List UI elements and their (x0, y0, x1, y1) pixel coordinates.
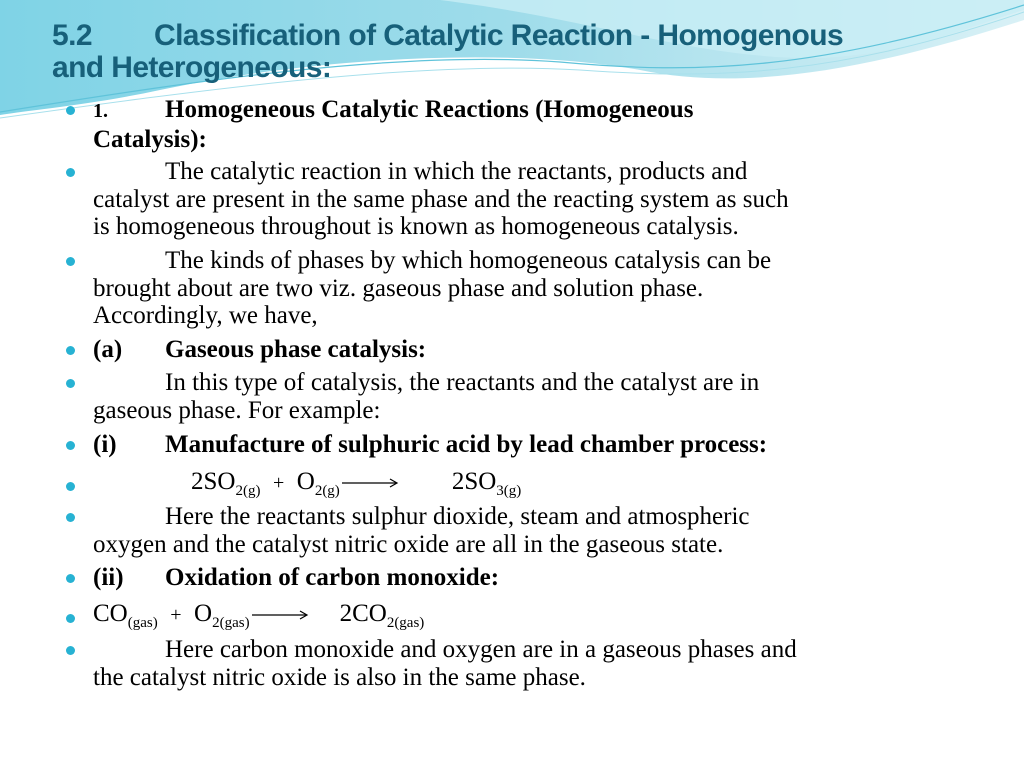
bullet-sulphuric-heading (93, 431, 767, 459)
text-line: In this type of catalysis, the reactants and the catalyst are in (165, 369, 760, 396)
bullet-icon (66, 574, 75, 583)
bullet-gaseous-desc (93, 369, 759, 424)
arrow-icon (250, 609, 310, 621)
heading-text: Oxidation of carbon monoxide: (165, 564, 500, 591)
equation-carbon-dioxide (93, 600, 424, 630)
bullet-definition (93, 158, 789, 241)
text-line: gaseous phase. For example: (93, 396, 381, 424)
eq-plus: + (170, 604, 182, 626)
eq-term: O (296, 468, 315, 495)
bullet-icon (66, 614, 75, 623)
eq-term: CO (93, 600, 128, 627)
eq-plus: + (272, 472, 285, 494)
heading-text-cont: Catalysis): (93, 125, 207, 153)
heading-text: Gaseous phase catalysis: (165, 336, 427, 363)
text-line: The kinds of phases by which homogeneous catalysis can be (165, 247, 772, 274)
text-line: brought about are two viz. gaseous phase and solution phase. (93, 274, 704, 302)
bullet-icon (66, 646, 75, 655)
eq-term: 2CO (339, 600, 387, 627)
eq-term: O (194, 600, 213, 627)
heading-text: Manufacture of sulphuric acid by lead chamber process: (165, 431, 768, 458)
bullet-icon (66, 441, 75, 450)
bullet-icon (66, 168, 75, 177)
text-line: the catalyst nitric oxide is also in the same phase. (93, 663, 586, 691)
section-number: 5.2 (52, 19, 92, 52)
slide-title (52, 14, 843, 90)
text-line: The catalytic reaction in which the reactants, products and (165, 158, 748, 185)
bullet-sulphuric-desc (93, 503, 750, 558)
eq-subscript: 3(g) (496, 483, 522, 499)
bullet-icon (66, 346, 75, 355)
item-number: (ii) (93, 564, 124, 591)
text-line: Here carbon monoxide and oxygen are in a gaseous phases and (165, 636, 797, 663)
bullet-gaseous-heading (93, 336, 426, 364)
bullet-phases (93, 247, 771, 330)
bullet-co-desc (93, 636, 797, 691)
bullet-icon (66, 257, 75, 266)
title-line-2: and Heterogeneous: (52, 51, 332, 84)
eq-subscript: 2(gas) (386, 615, 425, 631)
text-line: Accordingly, we have, (93, 302, 318, 329)
text-line: catalyst are present in the same phase and the reacting system as such (93, 185, 789, 213)
eq-subscript: 2(g) (235, 483, 261, 499)
bullet-icon (66, 513, 75, 522)
eq-subscript: 2(gas) (212, 615, 250, 631)
eq-subscript: 2(g) (314, 483, 340, 499)
item-number: (i) (93, 431, 117, 458)
bullet-homogeneous-heading (93, 96, 693, 153)
item-number: 1. (93, 100, 108, 122)
text-line: oxygen and the catalyst nitric oxide are all in the gaseous state. (93, 530, 724, 558)
eq-term: 2SO (191, 468, 236, 495)
equation-sulphur-trioxide (93, 468, 521, 498)
eq-term: 2SO (451, 468, 497, 495)
text-line: Here the reactants sulphur dioxide, steam and atmospheric (165, 503, 750, 530)
eq-subscript: (gas) (127, 615, 158, 631)
bullet-icon (66, 379, 75, 388)
text-line: is homogeneous throughout is known as homogeneous catalysis. (93, 213, 739, 240)
item-number: (a) (93, 336, 123, 363)
heading-text: Homogeneous Catalytic Reactions (Homogeneous (165, 96, 694, 123)
arrow-icon (340, 477, 400, 489)
bullet-co-heading (93, 564, 499, 592)
bullet-icon (66, 482, 75, 491)
title-line-1: Classification of Catalytic Reaction - Homogenous (154, 19, 844, 52)
bullet-icon (66, 106, 75, 115)
